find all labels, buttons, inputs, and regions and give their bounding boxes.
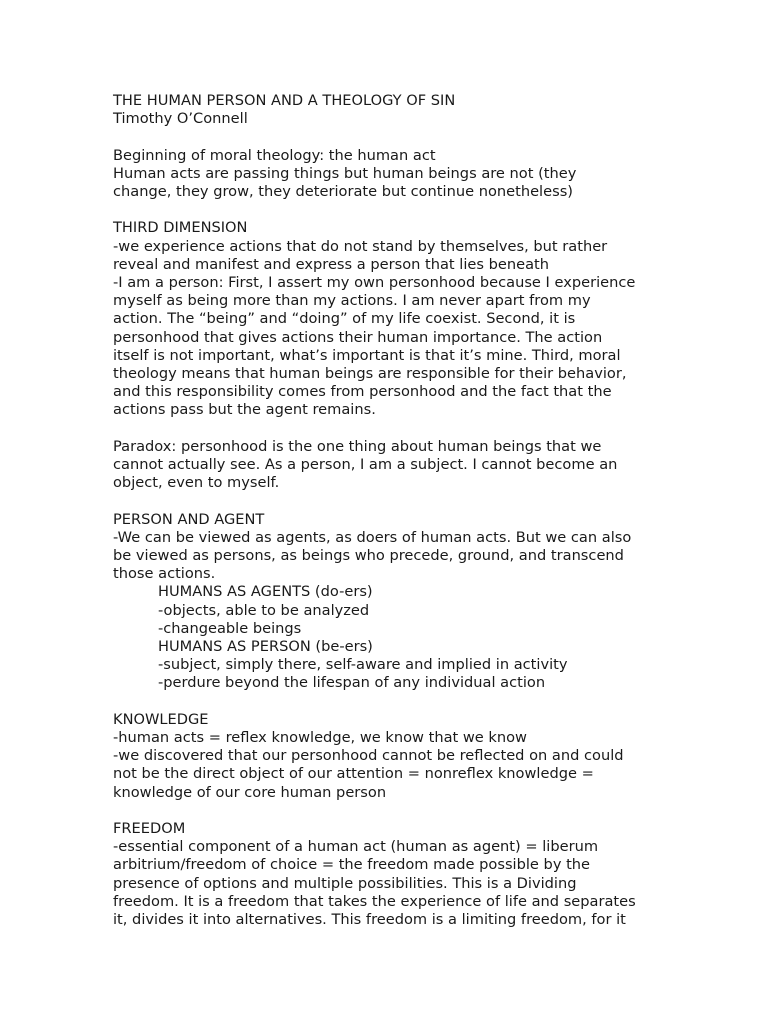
indented-line: -subject, simply there, self-aware and implied in activity	[158, 656, 568, 674]
text-line: -we discovered that our personhood cannot be reflected on and could	[113, 747, 624, 765]
text-line: reveal and manifest and express a person that lies beneath	[113, 255, 550, 273]
text-line: those actions.	[113, 565, 216, 583]
document-title: THE HUMAN PERSON AND A THEOLOGY OF SIN	[113, 92, 456, 109]
text-line: freedom. It is a freedom that takes the experience of life and separates	[113, 892, 636, 910]
text-line: be viewed as persons, as beings who precede, ground, and transcend	[113, 547, 624, 565]
section-heading-person-and-agent: PERSON AND AGENT	[113, 510, 265, 528]
text-line: theology means that human beings are responsible for their behavior,	[113, 365, 627, 383]
text-line: and this responsibility comes from personhood and the fact that the	[113, 383, 612, 401]
indented-line: HUMANS AS AGENTS (do-ers)	[158, 583, 373, 601]
paragraph-gap	[113, 492, 658, 510]
indented-line: HUMANS AS PERSON (be-ers)	[158, 638, 373, 656]
text-line: it, divides it into alternatives. This freedom is a limiting freedom, for it	[113, 911, 626, 929]
paragraph-gap	[113, 802, 658, 820]
text-line: not be the direct object of our attention = nonreflex knowledge =	[113, 765, 594, 783]
text-line: -We can be viewed as agents, as doers of human acts. But we can also	[113, 528, 632, 546]
section-heading-knowledge: KNOWLEDGE	[113, 710, 209, 728]
paradox-line: object, even to myself.	[113, 474, 280, 492]
text-line: actions pass but the agent remains.	[113, 401, 376, 419]
text-line: arbitrium/freedom of choice = the freedom made possible by the	[113, 856, 591, 874]
indented-line: -objects, able to be analyzed	[158, 601, 370, 619]
paragraph-gap	[113, 693, 658, 711]
paragraph-gap	[113, 420, 658, 438]
paragraph-gap	[113, 128, 658, 146]
paradox-line: Paradox: personhood is the one thing about human beings that we	[113, 437, 602, 455]
intro-line: Human acts are passing things but human beings are not (they	[113, 164, 577, 182]
indented-line: -perdure beyond the lifespan of any individual action	[158, 674, 546, 692]
section-heading-freedom: FREEDOM	[113, 820, 186, 838]
section-heading-third-dimension: THIRD DIMENSION	[113, 219, 248, 237]
document-author: Timothy O’Connell	[113, 110, 248, 128]
text-line: action. The “being” and “doing” of my life coexist. Second, it is	[113, 310, 576, 328]
text-line: -human acts = reflex knowledge, we know that we know	[113, 729, 527, 747]
text-line: personhood that gives actions their human importance. The action	[113, 328, 603, 346]
paradox-line: cannot actually see. As a person, I am a subject. I cannot become an	[113, 456, 618, 474]
text-line: knowledge of our core human person	[113, 783, 387, 801]
text-line: presence of options and multiple possibilities. This is a Dividing	[113, 874, 577, 892]
paragraph-gap	[113, 201, 658, 219]
text-line: -essential component of a human act (human as agent) = liberum	[113, 838, 599, 856]
intro-line: Beginning of moral theology: the human act	[113, 146, 436, 164]
text-line: -I am a person: First, I assert my own personhood because I experience	[113, 274, 636, 291]
text-line: myself as being more than my actions. I am never apart from my	[113, 292, 591, 310]
indented-line: -changeable beings	[158, 619, 302, 637]
document-body	[113, 92, 658, 929]
text-line: -we experience actions that do not stand by themselves, but rather	[113, 237, 608, 255]
text-line: itself is not important, what’s important is that it’s mine. Third, moral	[113, 346, 621, 364]
intro-line: change, they grow, they deteriorate but continue nonetheless)	[113, 183, 573, 200]
